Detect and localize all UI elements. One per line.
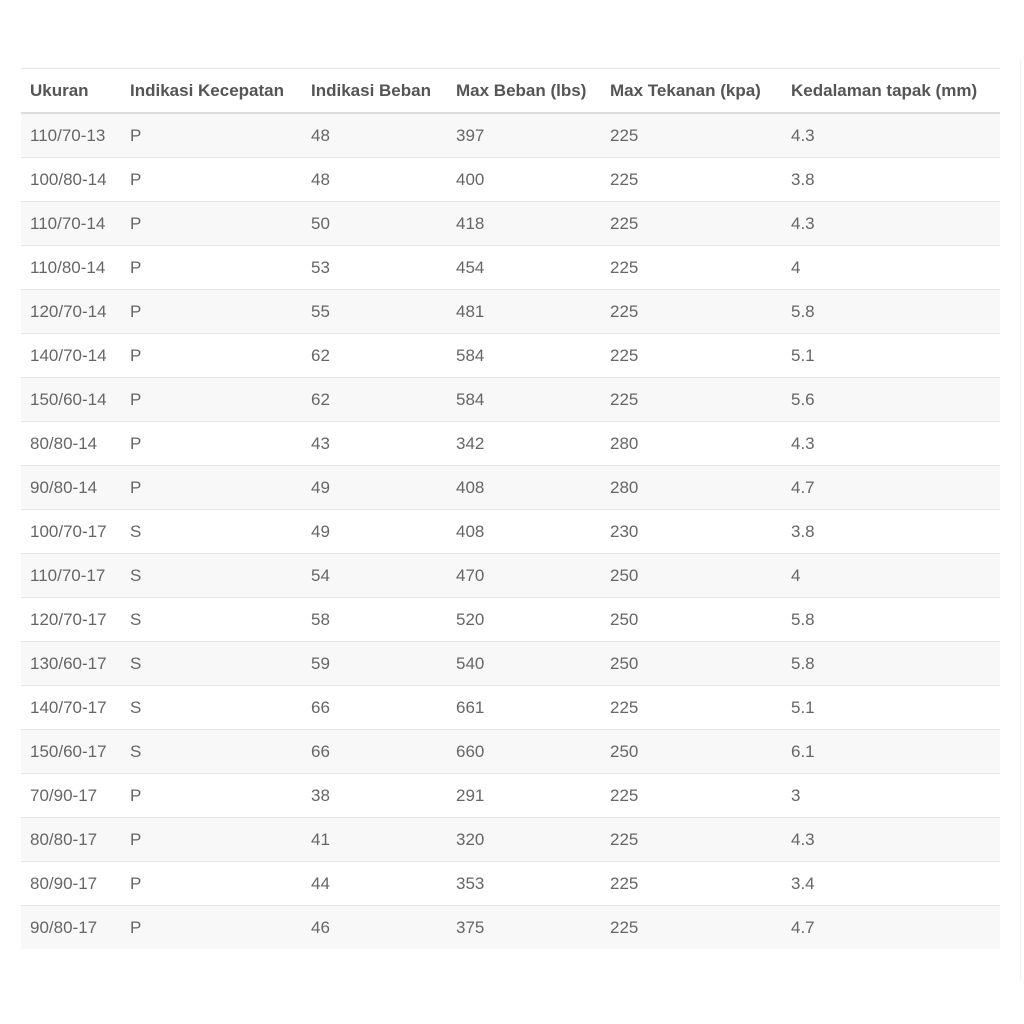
cell-max-tekanan: 225 [601,290,782,334]
cell-indikasi-beban: 49 [302,466,447,510]
cell-kedalaman-tapak: 4.3 [782,422,1000,466]
cell-max-beban: 408 [447,510,601,554]
table-body [21,113,1000,949]
cell-ukuran: 80/90-17 [21,862,121,906]
table-row [21,906,1000,950]
column-header-ukuran: Ukuran [21,69,121,114]
cell-indikasi-beban: 44 [302,862,447,906]
table-row [21,334,1000,378]
cell-indikasi-beban: 48 [302,113,447,158]
cell-kedalaman-tapak: 3 [782,774,1000,818]
cell-max-tekanan: 225 [601,158,782,202]
table-header [21,69,1000,114]
cell-ukuran: 90/80-17 [21,906,121,950]
cell-indikasi-beban: 66 [302,730,447,774]
cell-max-tekanan: 250 [601,554,782,598]
cell-indikasi-kecepatan: S [121,730,302,774]
cell-ukuran: 110/70-17 [21,554,121,598]
cell-max-tekanan: 225 [601,686,782,730]
cell-kedalaman-tapak: 5.1 [782,686,1000,730]
cell-max-beban: 408 [447,466,601,510]
column-header-indikasi-beban: Indikasi Beban [302,69,447,114]
cell-indikasi-beban: 59 [302,642,447,686]
table-row [21,730,1000,774]
cell-max-beban: 584 [447,334,601,378]
cell-max-tekanan: 230 [601,510,782,554]
cell-indikasi-kecepatan: P [121,113,302,158]
cell-max-tekanan: 225 [601,334,782,378]
cell-max-beban: 661 [447,686,601,730]
table-row [21,113,1000,158]
cell-indikasi-beban: 49 [302,510,447,554]
cell-max-beban: 418 [447,202,601,246]
cell-kedalaman-tapak: 5.8 [782,642,1000,686]
cell-indikasi-kecepatan: P [121,906,302,950]
cell-max-tekanan: 225 [601,246,782,290]
table-row [21,466,1000,510]
cell-kedalaman-tapak: 4.3 [782,113,1000,158]
cell-max-tekanan: 225 [601,906,782,950]
cell-indikasi-beban: 50 [302,202,447,246]
cell-kedalaman-tapak: 4.7 [782,906,1000,950]
cell-ukuran: 150/60-17 [21,730,121,774]
cell-indikasi-beban: 38 [302,774,447,818]
table-row [21,158,1000,202]
cell-ukuran: 110/80-14 [21,246,121,290]
cell-max-beban: 291 [447,774,601,818]
cell-kedalaman-tapak: 5.8 [782,598,1000,642]
cell-max-tekanan: 225 [601,818,782,862]
cell-kedalaman-tapak: 4.7 [782,466,1000,510]
cell-indikasi-kecepatan: P [121,466,302,510]
table-row [21,378,1000,422]
header-row [21,69,1000,114]
table-row [21,554,1000,598]
cell-max-beban: 320 [447,818,601,862]
cell-max-beban: 584 [447,378,601,422]
cell-max-tekanan: 225 [601,774,782,818]
cell-indikasi-kecepatan: P [121,246,302,290]
cell-max-tekanan: 280 [601,422,782,466]
cell-indikasi-beban: 55 [302,290,447,334]
cell-max-tekanan: 225 [601,862,782,906]
column-header-max-beban: Max Beban (lbs) [447,69,601,114]
cell-ukuran: 80/80-14 [21,422,121,466]
cell-ukuran: 110/70-14 [21,202,121,246]
cell-kedalaman-tapak: 5.6 [782,378,1000,422]
cell-ukuran: 120/70-14 [21,290,121,334]
cell-max-beban: 540 [447,642,601,686]
table-row [21,246,1000,290]
cell-indikasi-kecepatan: P [121,202,302,246]
cell-indikasi-beban: 54 [302,554,447,598]
column-header-kedalaman-tapak: Kedalaman tapak (mm) [782,69,1000,114]
cell-indikasi-beban: 58 [302,598,447,642]
cell-indikasi-kecepatan: P [121,378,302,422]
cell-ukuran: 130/60-17 [21,642,121,686]
cell-kedalaman-tapak: 4.3 [782,202,1000,246]
cell-kedalaman-tapak: 4 [782,246,1000,290]
cell-ukuran: 150/60-14 [21,378,121,422]
cell-ukuran: 100/80-14 [21,158,121,202]
cell-indikasi-kecepatan: S [121,510,302,554]
cell-indikasi-beban: 62 [302,334,447,378]
cell-ukuran: 140/70-14 [21,334,121,378]
cell-max-beban: 353 [447,862,601,906]
cell-kedalaman-tapak: 5.8 [782,290,1000,334]
cell-max-beban: 470 [447,554,601,598]
table-row [21,686,1000,730]
cell-kedalaman-tapak: 3.8 [782,158,1000,202]
cell-indikasi-kecepatan: P [121,290,302,334]
table-row [21,202,1000,246]
cell-kedalaman-tapak: 4 [782,554,1000,598]
table-row [21,290,1000,334]
cell-kedalaman-tapak: 3.4 [782,862,1000,906]
page-edge-divider [1020,60,1021,980]
column-header-indikasi-kecepatan: Indikasi Kecepatan [121,69,302,114]
cell-max-tekanan: 250 [601,598,782,642]
cell-ukuran: 110/70-13 [21,113,121,158]
cell-indikasi-beban: 53 [302,246,447,290]
cell-kedalaman-tapak: 6.1 [782,730,1000,774]
table-row [21,598,1000,642]
cell-max-beban: 520 [447,598,601,642]
cell-max-tekanan: 250 [601,730,782,774]
cell-indikasi-beban: 46 [302,906,447,950]
cell-max-tekanan: 225 [601,378,782,422]
cell-max-beban: 481 [447,290,601,334]
cell-indikasi-beban: 43 [302,422,447,466]
cell-indikasi-kecepatan: P [121,818,302,862]
cell-indikasi-kecepatan: S [121,686,302,730]
cell-max-tekanan: 250 [601,642,782,686]
cell-max-beban: 375 [447,906,601,950]
cell-ukuran: 90/80-14 [21,466,121,510]
column-header-max-tekanan: Max Tekanan (kpa) [601,69,782,114]
cell-max-beban: 454 [447,246,601,290]
cell-ukuran: 120/70-17 [21,598,121,642]
cell-ukuran: 140/70-17 [21,686,121,730]
cell-max-tekanan: 225 [601,113,782,158]
cell-max-beban: 660 [447,730,601,774]
cell-max-tekanan: 225 [601,202,782,246]
cell-indikasi-beban: 66 [302,686,447,730]
cell-ukuran: 80/80-17 [21,818,121,862]
cell-indikasi-beban: 62 [302,378,447,422]
cell-kedalaman-tapak: 4.3 [782,818,1000,862]
cell-indikasi-beban: 41 [302,818,447,862]
cell-max-beban: 397 [447,113,601,158]
cell-indikasi-kecepatan: S [121,554,302,598]
cell-max-beban: 342 [447,422,601,466]
cell-indikasi-kecepatan: P [121,158,302,202]
table-row [21,422,1000,466]
cell-indikasi-kecepatan: S [121,598,302,642]
table-row [21,774,1000,818]
cell-indikasi-kecepatan: P [121,862,302,906]
cell-max-tekanan: 280 [601,466,782,510]
table-row [21,818,1000,862]
cell-ukuran: 100/70-17 [21,510,121,554]
cell-indikasi-kecepatan: P [121,774,302,818]
cell-indikasi-beban: 48 [302,158,447,202]
cell-ukuran: 70/90-17 [21,774,121,818]
table-row [21,862,1000,906]
cell-indikasi-kecepatan: S [121,642,302,686]
cell-max-beban: 400 [447,158,601,202]
table-row [21,510,1000,554]
cell-kedalaman-tapak: 5.1 [782,334,1000,378]
cell-kedalaman-tapak: 3.8 [782,510,1000,554]
table-row [21,642,1000,686]
tire-spec-table [21,68,1000,949]
cell-indikasi-kecepatan: P [121,422,302,466]
cell-indikasi-kecepatan: P [121,334,302,378]
